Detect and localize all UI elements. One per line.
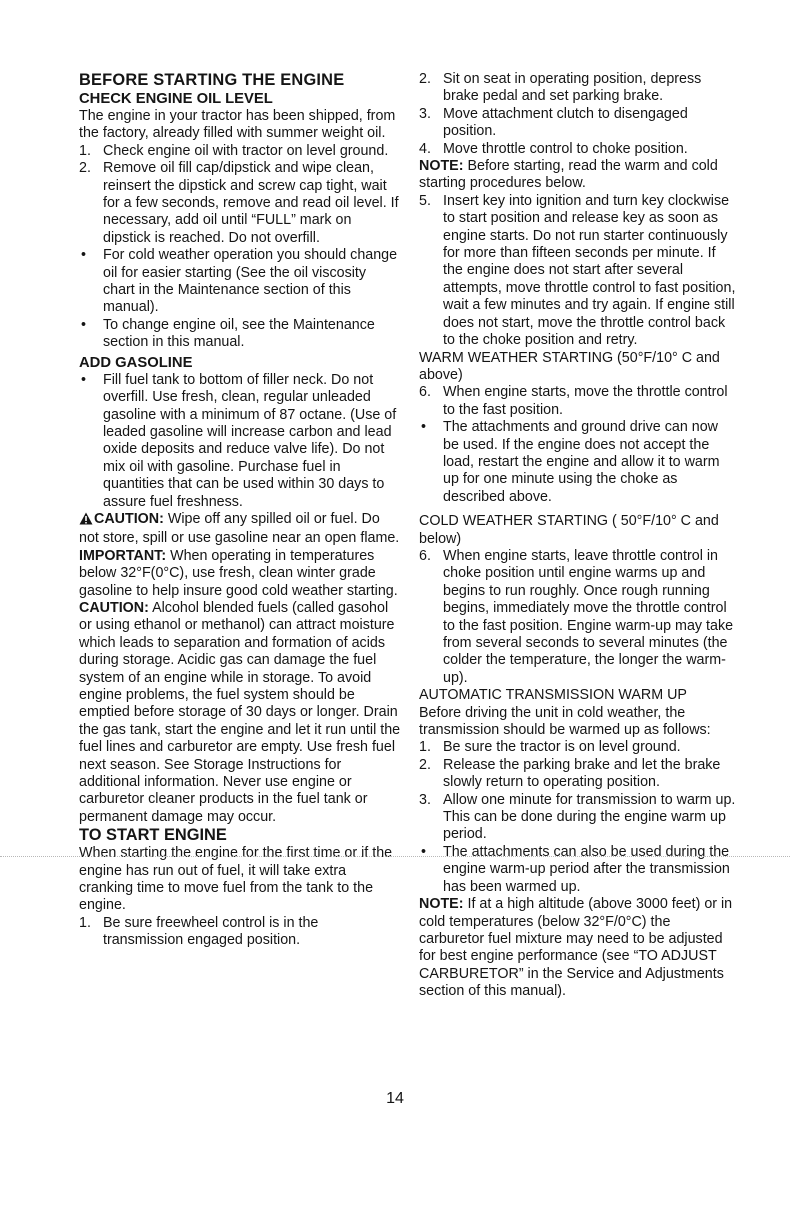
warm-step: 6. When engine starts, move the throttle control to the fast position. — [419, 384, 728, 418]
important-note: IMPORTANT: When operating in temperatures below 32°F(0°C), use fresh, clean winter grade gasoline to help insure good cold weather starting. — [79, 547, 398, 599]
gasoline-bullet: • Fill fuel tank to bottom of filler neck. Do not overfill. Use fresh, clean, regular unleaded gasoline with a minimum of 87 octane. (Use of leaded gasoline will increase carbon and lead oxide deposits and reduce valve life). Do not mix oil with gasoline. Purchase fuel in quantities that can be used within 30 days to assure fuel freshness. — [81, 371, 397, 510]
cold-weather-heading: COLD WEATHER STARTING ( 50°F/10° C and below) — [419, 513, 719, 547]
start-step: 2. Sit on seat in operating position, depress brake pedal and set parking brake. — [419, 71, 702, 105]
oil-step: 2. Remove oil fill cap/dipstick and wipe clean, reinsert the dipstick and screw cap tight, wait for a few seconds, remove and read oil level. If necessary, add oil until “FULL” mark on dipstick is reached. Do not overfill. — [79, 160, 399, 246]
start-step: 1. Be sure freewheel control is in the transmission engaged position. — [79, 914, 319, 949]
oil-bullet: • For cold weather operation you should change oil for easier starting (See the oil viscosity chart in the Maintenance section of this manual). — [81, 247, 398, 316]
check-oil-heading: CHECK ENGINE OIL LEVEL — [79, 91, 273, 107]
scan-fold-line — [0, 856, 790, 857]
transmission-step: 3. Allow one minute for transmission to warm up. This can be done during the engine warm up period. — [419, 791, 736, 843]
warm-bullet: • The attachments and ground drive can now be used. If the engine does not accept the load, restart the engine and allow it to warm up for one minute using the choke as described above. — [421, 419, 720, 505]
add-gasoline-heading: ADD GASOLINE — [79, 354, 193, 371]
right-column — [419, 71, 737, 1001]
note-altitude: NOTE: If at a high altitude (above 3000 feet) or in cold temperatures (below 32°F/0°C) the carburetor fuel mixture may need to be adjusted for best engine performance (see “TO ADJUST CARBURETOR” in the Service and Adjustments section of this manual). — [419, 896, 733, 1000]
oil-intro: The engine in your tractor has been shipped, from the factory, already filled with summer weight oil. — [79, 108, 396, 142]
start-step: 5. Insert key into ignition and turn key clockwise to start position and release key as soon as engine starts. Do not run starter continuously for more than fifteen seconds per minute. If the engine does not start after several attempts, move throttle control to fast position, wait a few minutes and try again. If engine still does not start, move the throttle control back to the choke position and retry. — [419, 192, 736, 349]
warning-triangle-icon — [79, 512, 93, 530]
start-step: 4. Move throttle control to choke position. — [419, 140, 688, 157]
transmission-step: 2. Release the parking brake and let the brake slowly return to operating position. — [419, 756, 721, 791]
note-before-starting: NOTE: Before starting, read the warm and cold starting procedures below. — [419, 158, 718, 192]
caution-fuel: CAUTION: Wipe off any spilled oil or fuel. Do not store, spill or use gasoline near an open flame. — [79, 510, 400, 547]
left-column — [79, 71, 401, 950]
cold-step: 6. When engine starts, leave throttle control in choke position until engine warms up and begins to run roughly. Once rough running begins, immediately move the throttle control to the fast position. Engine warm-up may take from several seconds to several minutes (the colder the temperature, the longer the warm-up). — [419, 547, 734, 686]
transmission-warmup-heading: AUTOMATIC TRANSMISSION WARM UP — [419, 687, 687, 704]
start-step: 3. Move attachment clutch to disengaged position. — [419, 105, 688, 140]
start-intro: When starting the engine for the first time or if the engine has run out of fuel, it will take extra cranking time to move fuel from the tank to the engine. — [79, 845, 393, 914]
page-number: 14 — [386, 1090, 404, 1107]
before-starting-heading: BEFORE STARTING THE ENGINE — [79, 71, 345, 89]
transmission-intro: Before driving the unit in cold weather, the transmission should be warmed up as follows: — [419, 704, 711, 739]
warm-weather-heading: WARM WEATHER STARTING (50°F/10° C and above) — [419, 349, 720, 383]
oil-bullet: • To change engine oil, see the Maintenance section in this manual. — [81, 316, 375, 351]
caution-alcohol-fuels: CAUTION: Alcohol blended fuels (called gasohol or using ethanol or methanol) can attract moisture which leads to separation and formation of acids during storage. Acidic gas can damage the fuel system of an engine while in storage. To avoid engine problems, the fuel system should be emptied before storage of 30 days or longer. Drain the gas tank, start the engine and let it run until the fuel lines and carburetor are empty. Use fresh fuel next season. See Storage Instructions for additional information. Never use engine or carburetor cleaner products in the fuel tank or permanent damage may occur. — [79, 599, 401, 825]
to-start-engine-heading: TO START ENGINE — [79, 826, 227, 845]
oil-step: 1. Check engine oil with tractor on level ground. — [79, 142, 389, 159]
transmission-step: 1. Be sure the tractor is on level ground. — [419, 739, 681, 756]
transmission-bullet: • The attachments can also be used during the engine warm-up period after the transmission has been warmed up. — [421, 843, 730, 895]
